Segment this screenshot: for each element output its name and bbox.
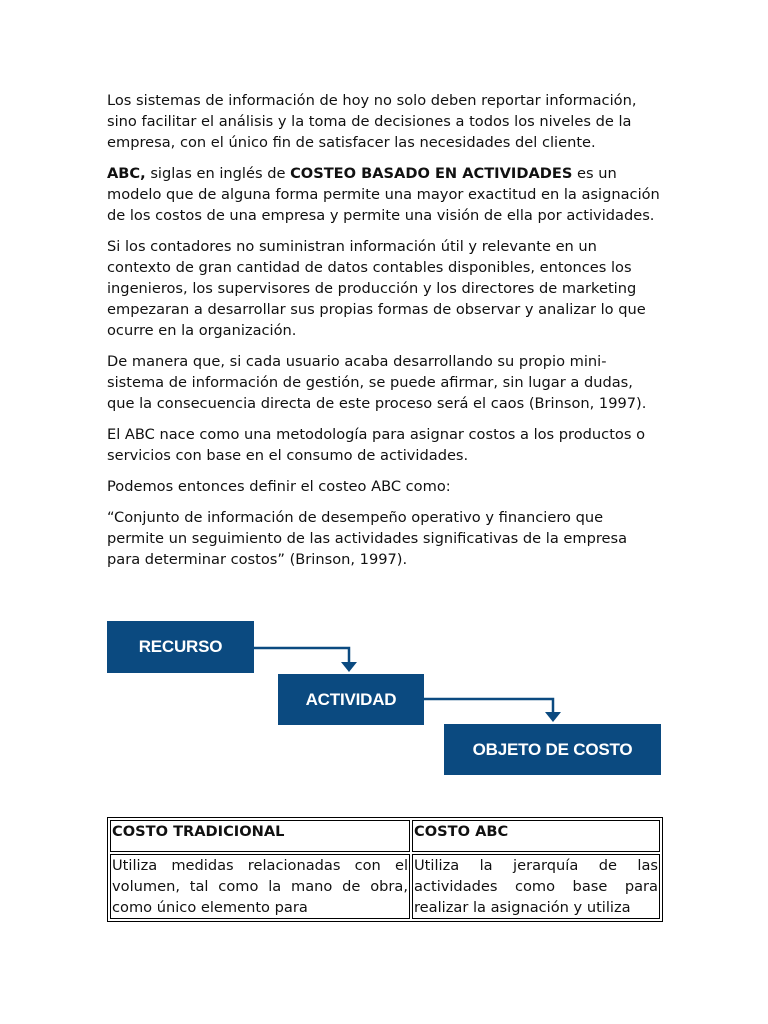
paragraph-contadores: Si los contadores no suministran información útil y relevante en un contexto de gran cantidad de datos contables disponibles, entonces los ingenieros, los supervisores de producción y los directores de marketing empezaran a desarrollar sus propias formas de observar y analizar lo que ocurre en la organización. — [107, 238, 646, 339]
arrow-actividad-objeto — [424, 699, 553, 717]
paragraph-quote: “Conjunto de información de desempeño operativo y financiero que permite un seguimiento de las actividades significativas de la empresa para determinar costos” (Brinson, 1997). — [107, 509, 628, 568]
document-body — [107, 90, 663, 580]
objeto-de-costo-box: OBJETO DE COSTO — [444, 724, 661, 775]
actividad-box: ACTIVIDAD — [278, 674, 424, 725]
abc-flow-diagram — [107, 621, 663, 776]
arrow-recurso-actividad — [254, 648, 349, 667]
table-header-row — [110, 820, 660, 852]
header-costo-abc: COSTO ABC — [412, 820, 660, 852]
paragraph-intro: Los sistemas de información de hoy no solo deben reportar información, sino facilitar el análisis y la toma de decisiones a todos los niveles de la empresa, con el único fin de satisfacer las necesidades del cliente. — [107, 92, 637, 151]
table-row — [110, 854, 660, 919]
recurso-box: RECURSO — [107, 621, 254, 673]
arrow-head-2 — [545, 712, 561, 722]
abc-expanded-term: COSTEO BASADO EN ACTIVIDADES — [290, 165, 573, 182]
abc-text-a: siglas en inglés de — [145, 165, 291, 182]
cell-abc: Utiliza la jerarquía de las actividades como base para realizar la asignación y utiliza — [412, 854, 660, 919]
cell-tradicional: Utiliza medidas relacionadas con el volumen, tal como la mano de obra, como único elemento para — [110, 854, 410, 919]
abc-term: ABC, — [107, 165, 146, 182]
arrow-head-1 — [341, 662, 357, 672]
paragraph-abc-nace: El ABC nace como una metodología para asignar costos a los productos o servicios con base en el consumo de actividades. — [107, 426, 646, 464]
paragraph-caos: De manera que, si cada usuario acaba desarrollando su propio mini-sistema de información de gestión, se puede afirmar, sin lugar a dudas, que la consecuencia directa de este proceso será el caos (Brinson, 1997). — [107, 353, 647, 412]
abc-text-b: es un modelo que de alguna forma permite una mayor exactitud en la asignación de los costos de una empresa y permite una visión de ella por actividades. — [107, 165, 660, 224]
comparison-table — [107, 817, 663, 922]
header-costo-tradicional: COSTO TRADICIONAL — [110, 820, 410, 852]
paragraph-abc-definition — [107, 163, 663, 226]
paragraph-definir: Podemos entonces definir el costeo ABC como: — [107, 478, 451, 495]
